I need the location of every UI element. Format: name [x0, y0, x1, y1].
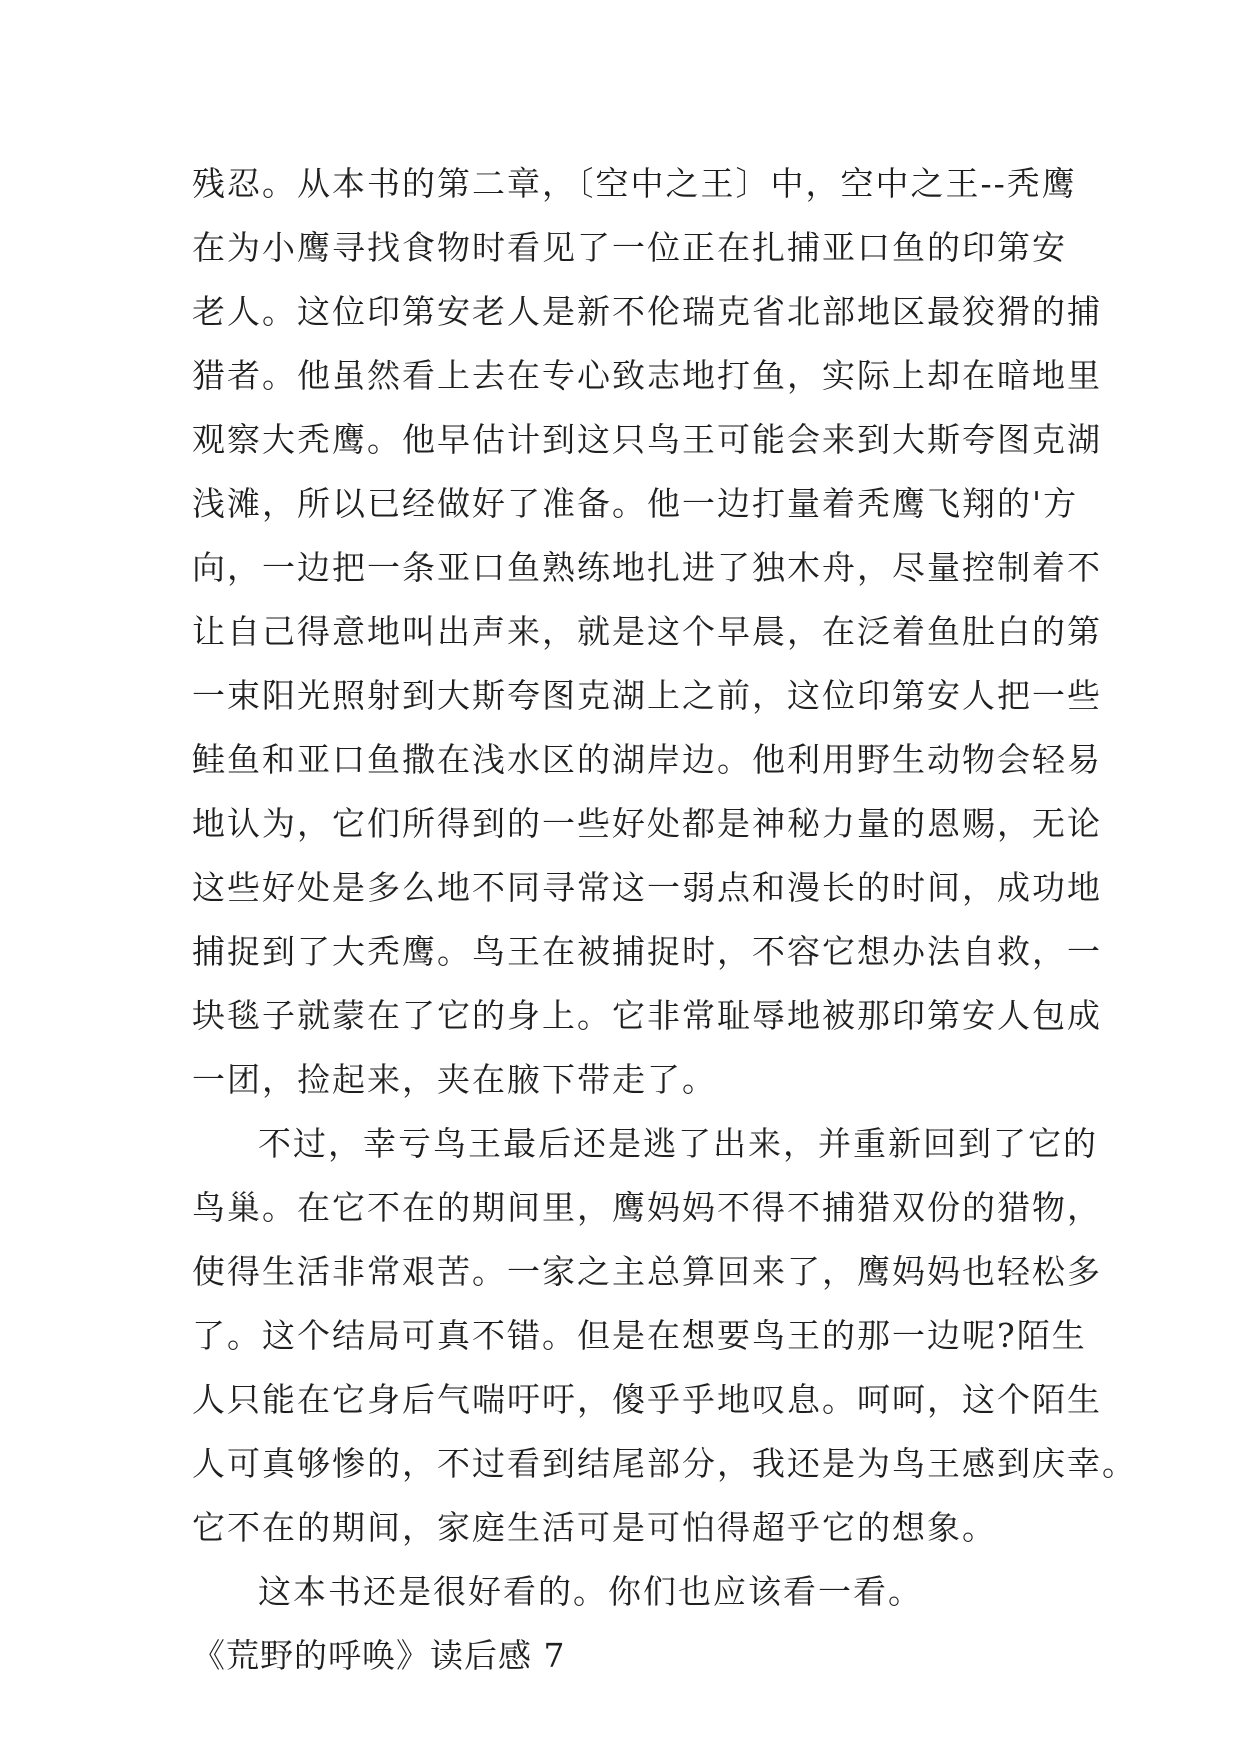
text-line: 猎者。他虽然看上去在专心致志地打鱼，实际上却在暗地里	[192, 356, 1102, 395]
text-line: 了。这个结局可真不错。但是在想要鸟王的那一边呢?陌生	[192, 1316, 1087, 1355]
text-line: 地认为，它们所得到的一些好处都是神秘力量的恩赐，无论	[192, 804, 1102, 843]
section-heading: 《荒野的呼唤》读后感 7	[192, 1636, 566, 1675]
text-line: 鸟巢。在它不在的期间里，鹰妈妈不得不捕猎双份的猎物，	[192, 1188, 1102, 1227]
text-line: 块毯子就蒙在了它的身上。它非常耻辱地被那印第安人包成	[192, 996, 1102, 1035]
text-line: 人只能在它身后气喘吁吁，傻乎乎地叹息。呵呵，这个陌生	[192, 1380, 1102, 1419]
body-text	[192, 152, 1137, 1688]
text-line: 使得生活非常艰苦。一家之主总算回来了，鹰妈妈也轻松多	[192, 1252, 1102, 1291]
text-line: 在为小鹰寻找食物时看见了一位正在扎捕亚口鱼的印第安	[192, 228, 1067, 267]
text-line: 不过，幸亏鸟王最后还是逃了出来，并重新回到了它的	[258, 1124, 1098, 1163]
text-line: 这些好处是多么地不同寻常这一弱点和漫长的时间，成功地	[192, 868, 1102, 907]
text-line: 一团，捡起来，夹在腋下带走了。	[192, 1060, 717, 1099]
text-line: 浅滩，所以已经做好了准备。他一边打量着秃鹰飞翔的'方	[192, 484, 1079, 523]
text-line: 捕捉到了大秃鹰。鸟王在被捕捉时，不容它想办法自救，一	[192, 932, 1102, 971]
text-line: 向，一边把一条亚口鱼熟练地扎进了独木舟，尽量控制着不	[192, 548, 1102, 587]
text-line: 一束阳光照射到大斯夸图克湖上之前，这位印第安人把一些	[192, 676, 1102, 715]
text-line: 观察大秃鹰。他早估计到这只鸟王可能会来到大斯夸图克湖	[192, 420, 1102, 459]
text-line: 鲑鱼和亚口鱼撒在浅水区的湖岸边。他利用野生动物会轻易	[192, 740, 1102, 779]
text-line: 老人。这位印第安老人是新不伦瑞克省北部地区最狡猾的捕	[192, 292, 1102, 331]
text-line: 它不在的期间，家庭生活可是可怕得超乎它的想象。	[192, 1508, 997, 1547]
text-line: 让自己得意地叫出声来，就是这个早晨，在泛着鱼肚白的第	[192, 612, 1102, 651]
text-line: 残忍。从本书的第二章，〔空中之王〕中，空中之王--秃鹰	[192, 164, 1077, 203]
text-line: 这本书还是很好看的。你们也应该看一看。	[258, 1572, 923, 1611]
text-line: 人可真够惨的，不过看到结尾部分，我还是为鸟王感到庆幸。	[192, 1444, 1137, 1483]
